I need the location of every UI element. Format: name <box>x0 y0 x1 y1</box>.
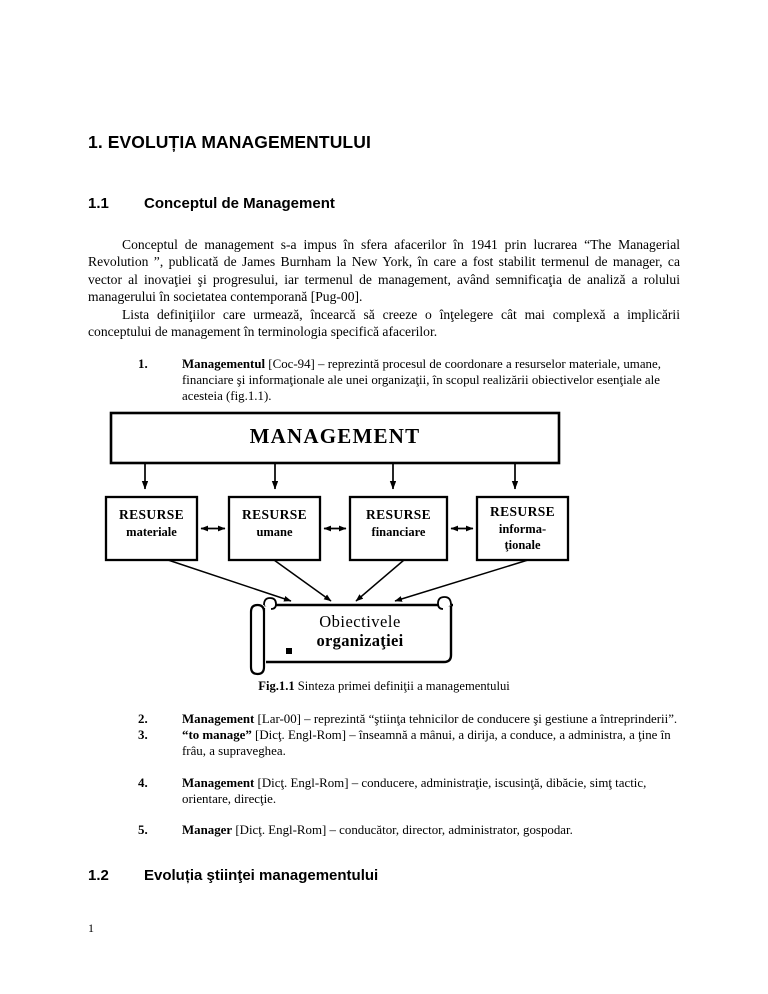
diagram-box-management-label: MANAGEMENT <box>249 423 421 448</box>
diagram-box-resurse-financiare-line1: RESURSE <box>365 506 432 522</box>
page-title: 1. EVOLUȚIA MANAGEMENTULUI <box>88 132 371 152</box>
definition-list <box>88 356 680 838</box>
diagram-box-resurse-umane-line1: RESURSE <box>241 506 308 522</box>
figure-diagram <box>88 405 680 677</box>
diagram-scroll-bullet-square <box>286 648 292 654</box>
list-item-text <box>182 775 680 808</box>
list-item <box>88 775 680 808</box>
list-marker: 5. <box>138 823 148 838</box>
section-number-1-2: 1.2 <box>88 867 109 885</box>
section-number-1-1: 1.1 <box>88 195 109 212</box>
section-heading-1-1 <box>88 195 680 214</box>
list-marker: 4. <box>138 775 148 790</box>
list-marker: 1. <box>138 356 148 371</box>
definition-body: [Coc-94] – reprezintă procesul de coordonare a resurselor materiale, umane, financiare şi informaţionale ale unei organizaţii, în scopul realizării obiectivelor esenţiale ale acesteia (fig.1.1). <box>182 356 661 404</box>
definition-term: Managementul <box>182 356 266 371</box>
definition-term: Management <box>182 711 255 726</box>
diagram-box-resurse-informationale-line3: ţionale <box>504 537 541 552</box>
page-content <box>88 132 680 886</box>
diagram-box-resurse-materiale-line1: RESURSE <box>118 506 185 522</box>
diagram-scroll-left-roll <box>251 605 264 674</box>
paragraph-concept-history: Conceptul de management s-a impus în sfera afacerilor în 1941 prin lucrarea “The Managerial Revolution ”, publicată de James Burnham la New York, în care a fost stabilit termenul de manager, ca vector al inovaţiei şi progresului, iar termenul de management, având semnificaţia de analiză a rolului managerului în societatea contemporană [Pug-00]. <box>88 236 680 305</box>
section-title-1-1: Conceptul de Management <box>144 195 335 212</box>
diagram-scroll-line2: organizaţiei <box>316 630 404 650</box>
figure-caption <box>88 679 680 694</box>
diagram-scroll-line1: Obiectivele <box>319 611 401 631</box>
figure-1-1 <box>88 405 680 694</box>
arrow-resource-4-to-objectives <box>395 560 528 601</box>
list-marker: 2. <box>138 711 148 726</box>
list-item-text <box>182 822 680 838</box>
figure-caption-text: Sinteza primei definiţii a managementului <box>294 678 510 693</box>
list-item <box>88 727 680 760</box>
diagram-scroll-curl-left <box>264 598 276 609</box>
section-title-1-2: Evoluția ştiinţei managementului <box>144 867 379 885</box>
list-item-text <box>182 711 680 727</box>
page-number: 1 <box>88 921 94 935</box>
diagram-box-resurse-umane-line2: umane <box>256 524 293 539</box>
definition-body: [Lar-00] – reprezintă “ştiinţa tehnicilor de conducere şi gestiune a întreprinderii”. <box>254 711 678 726</box>
diagram-box-resurse-materiale-line2: materiale <box>126 524 177 539</box>
definition-body: [Dicţ. Engl-Rom] – conducător, director, administrator, gospodar. <box>232 823 573 838</box>
management-synthesis-diagram <box>88 405 680 677</box>
definition-body: [Dicţ. Engl-Rom] – înseamnă a mânui, a dirija, a conduce, a administra, a ţine în frâu, a supraveghea. <box>182 728 671 759</box>
list-marker: 3. <box>138 728 148 743</box>
section-heading-1-2 <box>88 867 680 886</box>
diagram-box-resurse-informationale-line1: RESURSE <box>489 503 556 519</box>
definition-term: Manager <box>182 823 233 838</box>
figure-caption-label: Fig.1.1 <box>258 678 295 693</box>
list-item <box>88 822 680 838</box>
arrow-resource-3-to-objectives <box>356 560 404 601</box>
arrow-resource-1-to-objectives <box>168 560 291 601</box>
list-item <box>88 356 680 405</box>
paragraph-definitions-intro: Lista definiţiilor care urmează, încearcă să creeze o înţelegere cât mai complexă a implicării conceptului de management în terminologia specifică afacerilor. <box>88 306 680 340</box>
definition-term: Management <box>182 775 255 790</box>
definition-body: [Dicţ. Engl-Rom] – conducere, administraţie, iscusinţă, dibăcie, simţ tactic, orientare, direcţie. <box>182 775 647 806</box>
definition-term: “to manage” <box>182 728 252 743</box>
diagram-box-resurse-financiare-line2: financiare <box>371 524 426 539</box>
diagram-box-resurse-informationale-line2: informa- <box>498 521 547 536</box>
arrow-resource-2-to-objectives <box>274 560 331 601</box>
list-item <box>88 711 680 727</box>
list-item-text <box>182 356 680 405</box>
list-item-text <box>182 727 680 760</box>
